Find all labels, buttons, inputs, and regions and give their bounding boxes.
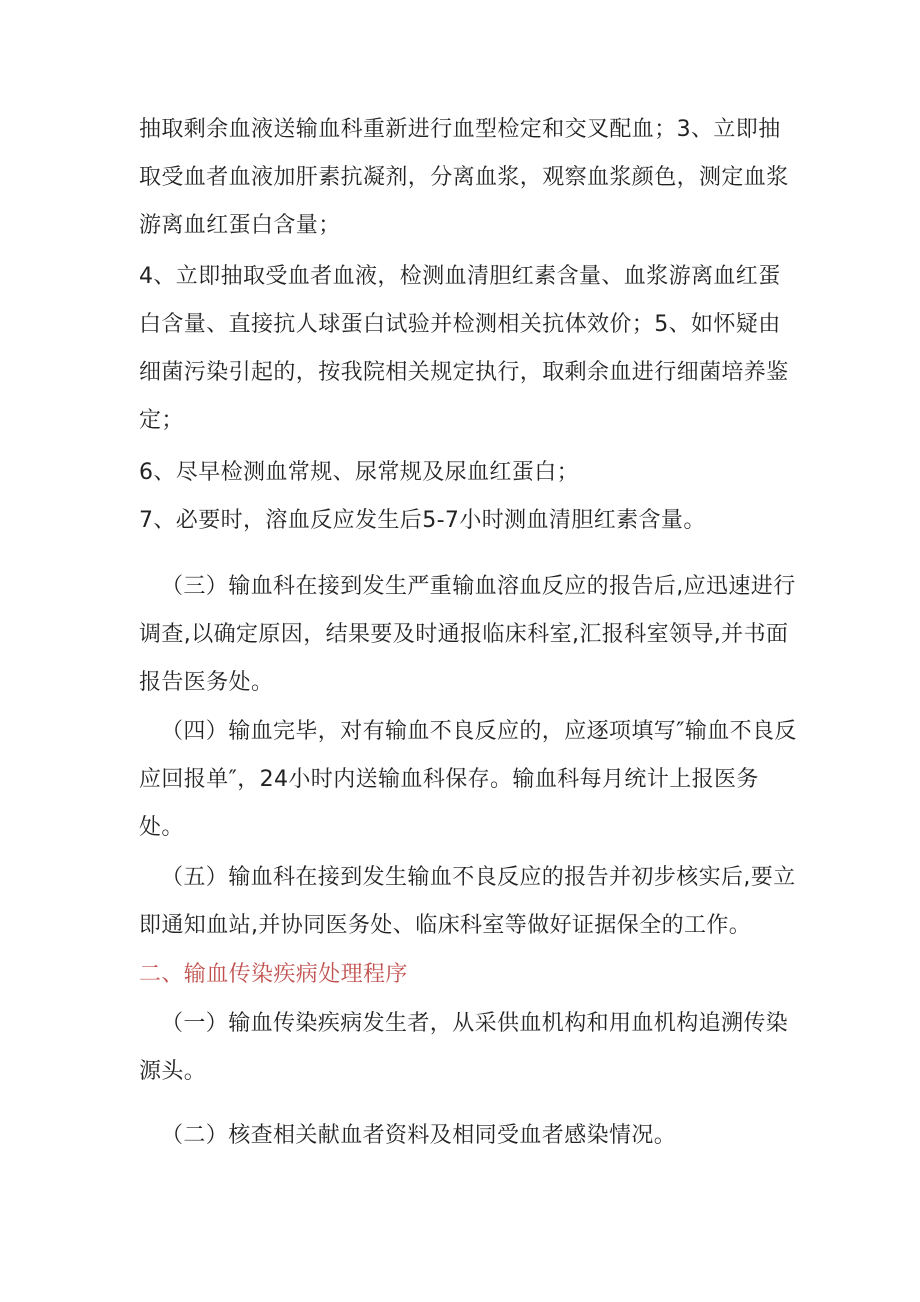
paragraph-routine-tests: 6、尽早检测血常规、尿常规及尿血红蛋白； (139, 460, 579, 485)
paragraph-section-three: （三）输血科在接到发生严重输血溶血反应的报告后,应迅速进行调查,以确定原因，结果要及时通报临床科室,汇报科室领导,并书面报告医务处。 (139, 574, 796, 695)
paragraph-section-five: （五）输血科在接到发生输血不良反应的报告并初步核实后,要立即通知血站,并协同医务处、临床科室等做好证据保全的工作。 (139, 865, 796, 938)
paragraph-blood-recheck: 抽取剩余血液送输血科重新进行血型检定和交叉配血；3、立即抽取受血者血液加肝素抗凝剂，分离血浆，观察血浆颜色，测定血浆游离血红蛋白含量； (139, 117, 789, 238)
paragraph-section-four: （四）输血完毕，对有输血不良反应的，应逐项填写″输血不良反应回报单″，24小时内送输血科保存。输血科每月统计上报医务处。 (139, 719, 797, 840)
paragraph-bilirubin-test: 4、立即抽取受血者血液，检测血清胆红素含量、血浆游离血红蛋白含量、直接抗人球蛋白试验并检测相关抗体效价；5、如怀疑由细菌污染引起的，按我院相关规定执行，取剩余血进行细菌培养鉴定； (139, 264, 789, 433)
paragraph-donor-check: （二）核查相关献血者资料及相同受血者感染情况。 (161, 1123, 677, 1148)
section-heading: 二、输血传染疾病处理程序 (139, 962, 408, 987)
paragraph-infection-source: （一）输血传染疾病发生者，从采供血机构和用血机构追溯传染源头。 (139, 1011, 789, 1084)
paragraph-when-necessary: 7、必要时，溶血反应发生后5-7小时测血清胆红素含量。 (139, 508, 706, 533)
